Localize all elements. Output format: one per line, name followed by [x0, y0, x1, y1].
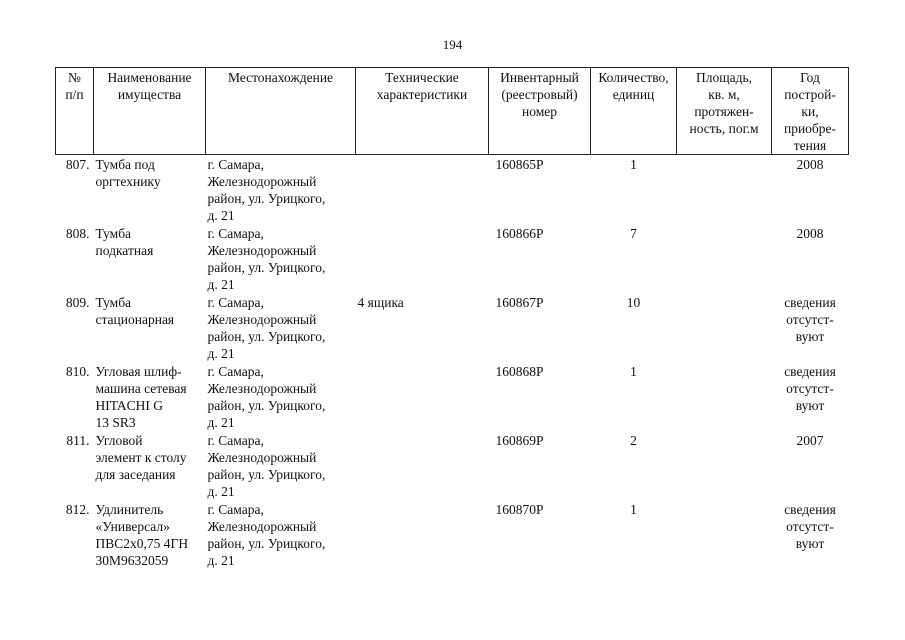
cell-year: 2007: [796, 433, 824, 448]
cell-year: сведения отсутст- вуют: [784, 364, 836, 413]
cell-inventory: 160870Р: [495, 502, 544, 517]
header-cell-quantity: Количество, единиц: [591, 68, 677, 155]
header-cell-location: Местонахождение: [206, 68, 356, 155]
header-cell-tech: Технические характеристики: [356, 68, 489, 155]
cell-inventory: 160865Р: [495, 157, 544, 172]
header-cell-number: № п/п: [56, 68, 94, 155]
cell-location: г. Самара, Железнодорожный район, ул. Урицкого, д. 21: [207, 502, 326, 568]
cell-area: [677, 362, 772, 431]
cell-name: Удлинитель «Универсал» ПВС2х0,75 4ГН 30М9632059: [95, 502, 189, 568]
table-header-row: [56, 68, 849, 155]
page-number: 194: [442, 37, 463, 52]
cell-area: [677, 155, 772, 225]
cell-number: 809.: [65, 295, 90, 310]
table-row: [56, 224, 849, 293]
cell-area: [677, 224, 772, 293]
cell-location: г. Самара, Железнодорожный район, ул. Урицкого, д. 21: [207, 226, 326, 292]
table-row: [56, 500, 849, 569]
header-cell-name: Наименование имущества: [94, 68, 206, 155]
cell-inventory: 160866Р: [495, 226, 544, 241]
cell-location: г. Самара, Железнодорожный район, ул. Урицкого, д. 21: [207, 157, 326, 223]
cell-number: 811.: [66, 433, 90, 448]
cell-quantity: 1: [630, 502, 637, 517]
cell-number: 807.: [65, 157, 90, 172]
cell-quantity: 10: [626, 295, 641, 310]
cell-name: Угловая шлиф- машина сетевая HITACHI G 13 SR3: [95, 364, 187, 430]
cell-area: [677, 500, 772, 569]
cell-tech: 4 ящика: [357, 295, 404, 310]
property-table: [55, 67, 849, 569]
cell-name: Тумба под оргтехнику: [95, 157, 161, 189]
table-row: [56, 431, 849, 500]
cell-quantity: 2: [630, 433, 637, 448]
cell-quantity: 1: [630, 364, 637, 379]
cell-year: сведения отсутст- вуют: [784, 295, 836, 344]
cell-inventory: 160868Р: [495, 364, 544, 379]
cell-tech: [356, 431, 489, 500]
cell-quantity: 1: [630, 157, 637, 172]
cell-location: г. Самара, Железнодорожный район, ул. Урицкого, д. 21: [207, 364, 326, 430]
cell-name: Тумба подкатная: [95, 226, 154, 258]
cell-area: [677, 293, 772, 362]
cell-quantity: 7: [630, 226, 637, 241]
cell-inventory: 160869Р: [495, 433, 544, 448]
cell-tech: [356, 155, 489, 225]
header-cell-inventory: Инвентарный (реестровый) номер: [489, 68, 591, 155]
cell-location: г. Самара, Железнодорожный район, ул. Урицкого, д. 21: [207, 295, 326, 361]
cell-name: Тумба стационарная: [95, 295, 175, 327]
cell-number: 810.: [65, 364, 90, 379]
cell-inventory: 160867Р: [495, 295, 544, 310]
table-row: [56, 155, 849, 225]
header-cell-area: Площадь, кв. м, протяжен- ность, пог.м: [677, 68, 772, 155]
cell-name: Угловой элемент к столу для заседания: [95, 433, 187, 482]
cell-number: 812.: [65, 502, 90, 517]
cell-tech: [356, 224, 489, 293]
cell-tech: [356, 362, 489, 431]
cell-year: 2008: [796, 226, 824, 241]
cell-area: [677, 431, 772, 500]
cell-tech: [356, 500, 489, 569]
cell-location: г. Самара, Железнодорожный район, ул. Урицкого, д. 21: [207, 433, 326, 499]
cell-year: 2008: [796, 157, 824, 172]
table-row: [56, 293, 849, 362]
cell-year: сведения отсутст- вуют: [784, 502, 836, 551]
cell-number: 808.: [65, 226, 90, 241]
table-row: [56, 362, 849, 431]
header-cell-year: Год построй- ки, приобре- тения: [772, 68, 849, 155]
